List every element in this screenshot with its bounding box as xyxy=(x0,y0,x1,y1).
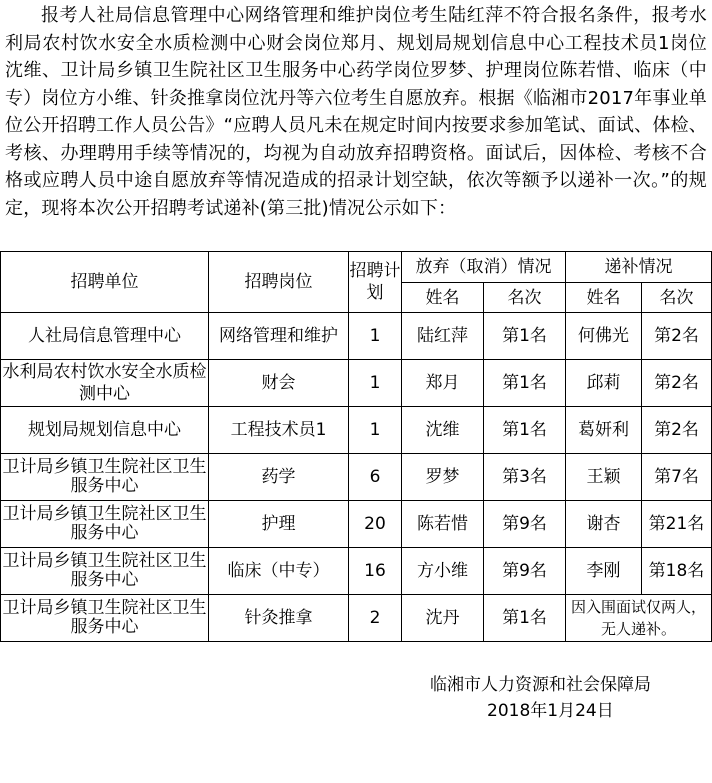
header-plan: 招聘计划 xyxy=(349,252,402,313)
issue-date: 2018年1月24日 xyxy=(487,701,614,721)
row-supp-rank: 第2名 xyxy=(642,313,712,360)
row-abandon-rank: 第1名 xyxy=(484,360,566,407)
row-supp-name: 王颖 xyxy=(566,454,642,501)
row-unit: 人社局信息管理中心 xyxy=(1,313,209,360)
row-unit: 卫计局乡镇卫生院社区卫生服务中心 xyxy=(1,548,209,595)
row-supp-name: 何佛光 xyxy=(566,313,642,360)
row-plan: 1 xyxy=(349,360,402,407)
row-unit: 卫计局乡镇卫生院社区卫生服务中心 xyxy=(1,595,209,642)
supplement-table xyxy=(0,251,712,642)
notice-intro-paragraph: 报考人社局信息管理中心网络管理和维护岗位考生陆红萍不符合报名条件，报考水利局农村饮水安全水质检测中心财会岗位郑月、规划局规划信息中心工程技术员1岗位沈维、卫计局乡镇卫生院社区卫生服务中心药学岗位罗梦、护理岗位陈若惜、临床（中专）岗位方小维、针灸推拿岗位沈丹等六位考生自愿放弃。根据《临湘市2017年事业单位公开招聘工作人员公告》“应聘人员凡未在规定时间内按要求参加笔试、面试、体检、考核、办理聘用手续等情况的，均视为自动放弃招聘资格。面试后，因体检、考核不合格或应聘人员中途自愿放弃等情况造成的招录计划空缺，依次等额予以递补一次。”的规定，现将本次公开招聘考试递补(第三批)情况公示如下： xyxy=(5,5,707,219)
row-supp-name: 葛妍利 xyxy=(566,407,642,454)
signature-block xyxy=(430,672,700,724)
table-row xyxy=(1,501,712,548)
row-supp-rank: 第2名 xyxy=(642,360,712,407)
row-abandon-rank: 第1名 xyxy=(484,595,566,642)
row-unit: 水利局农村饮水安全水质检测中心 xyxy=(1,360,209,407)
row-plan: 6 xyxy=(349,454,402,501)
row-supp-rank: 第2名 xyxy=(642,407,712,454)
header-abandon: 放弃（取消）情况 xyxy=(402,252,566,283)
row-abandon-name: 陆红萍 xyxy=(402,313,484,360)
row-abandon-name: 陈若惜 xyxy=(402,501,484,548)
row-post: 护理 xyxy=(209,501,349,548)
table-row xyxy=(1,454,712,501)
row-supp-name: 邱莉 xyxy=(566,360,642,407)
row-abandon-name: 方小维 xyxy=(402,548,484,595)
row-post: 临床（中专） xyxy=(209,548,349,595)
row-supp-rank: 第18名 xyxy=(642,548,712,595)
row-post: 工程技术员1 xyxy=(209,407,349,454)
row-supp-rank: 第7名 xyxy=(642,454,712,501)
row-plan: 2 xyxy=(349,595,402,642)
row-plan: 16 xyxy=(349,548,402,595)
row-supp-name: 谢杏 xyxy=(566,501,642,548)
row-post: 网络管理和维护 xyxy=(209,313,349,360)
header-abandon-name: 姓名 xyxy=(402,283,484,313)
header-abandon-rank: 名次 xyxy=(484,283,566,313)
row-abandon-rank: 第9名 xyxy=(484,548,566,595)
row-abandon-name: 罗梦 xyxy=(402,454,484,501)
row-abandon-name: 沈丹 xyxy=(402,595,484,642)
row-abandon-rank: 第3名 xyxy=(484,454,566,501)
row-supp-rank: 第21名 xyxy=(642,501,712,548)
table-row xyxy=(1,407,712,454)
table-row xyxy=(1,548,712,595)
row-plan: 20 xyxy=(349,501,402,548)
table-row xyxy=(1,360,712,407)
row-post: 针灸推拿 xyxy=(209,595,349,642)
table-row xyxy=(1,313,712,360)
row-post: 药学 xyxy=(209,454,349,501)
row-supp-note: 因入围面试仅两人，无人递补。 xyxy=(566,595,712,642)
row-unit: 卫计局乡镇卫生院社区卫生服务中心 xyxy=(1,454,209,501)
header-supplement: 递补情况 xyxy=(566,252,712,283)
table-row xyxy=(1,595,712,642)
row-unit: 规划局规划信息中心 xyxy=(1,407,209,454)
row-plan: 1 xyxy=(349,313,402,360)
row-abandon-name: 沈维 xyxy=(402,407,484,454)
row-plan: 1 xyxy=(349,407,402,454)
header-post: 招聘岗位 xyxy=(209,252,349,313)
row-abandon-rank: 第1名 xyxy=(484,407,566,454)
row-unit: 卫计局乡镇卫生院社区卫生服务中心 xyxy=(1,501,209,548)
header-unit: 招聘单位 xyxy=(1,252,209,313)
row-abandon-rank: 第1名 xyxy=(484,313,566,360)
row-post: 财会 xyxy=(209,360,349,407)
row-abandon-rank: 第9名 xyxy=(484,501,566,548)
header-supp-rank: 名次 xyxy=(642,283,712,313)
header-supp-name: 姓名 xyxy=(566,283,642,313)
row-supp-name: 李刚 xyxy=(566,548,642,595)
issuing-organization: 临湘市人力资源和社会保障局 xyxy=(430,675,651,695)
row-abandon-name: 郑月 xyxy=(402,360,484,407)
